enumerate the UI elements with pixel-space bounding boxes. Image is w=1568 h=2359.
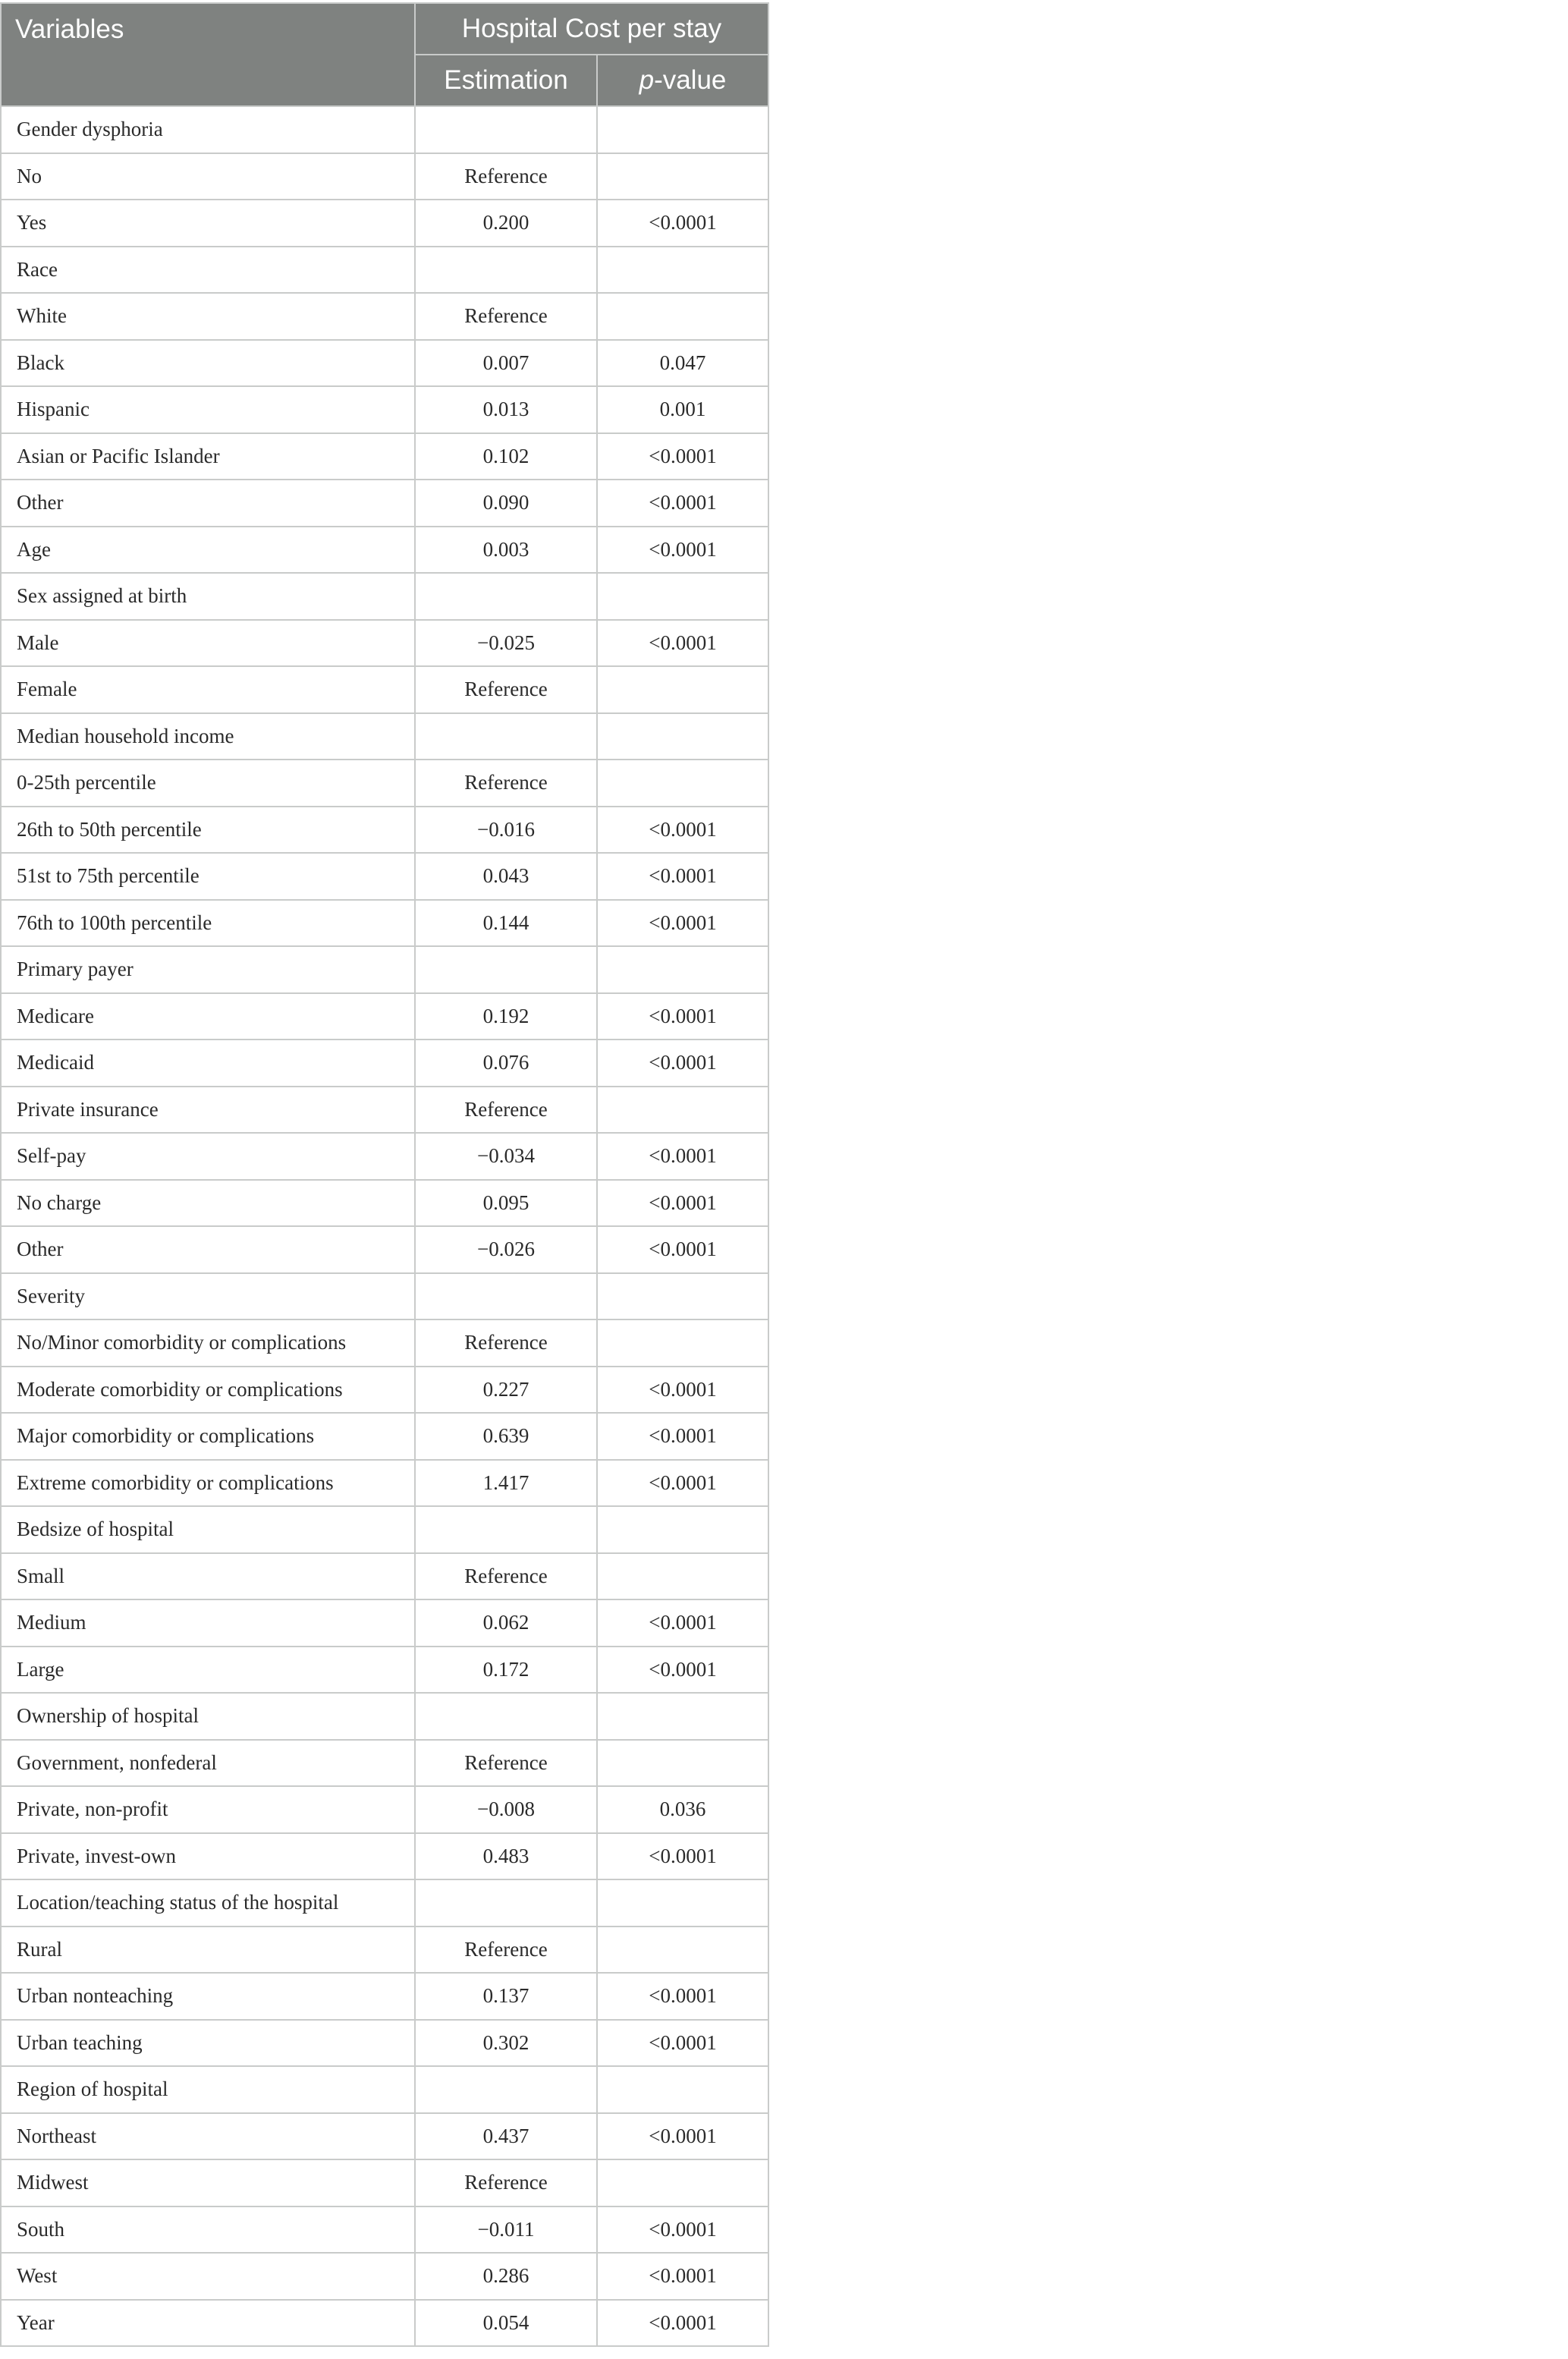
estimation-cell: −0.025 (415, 620, 597, 667)
pvalue-cell (597, 293, 768, 340)
table-row (1, 1553, 768, 1600)
variable-cell: Extreme comorbidity or complications (1, 1460, 415, 1507)
estimation-cell: Reference (415, 1087, 597, 1134)
pvalue-cell: <0.0001 (597, 200, 768, 247)
variable-cell: Large (1, 1647, 415, 1694)
variable-cell: Government, nonfederal (1, 1740, 415, 1787)
estimation-cell: 0.102 (415, 433, 597, 480)
variable-cell: Median household income (1, 713, 415, 760)
pvalue-cell (597, 1879, 768, 1927)
estimation-cell: 0.095 (415, 1180, 597, 1227)
pvalue-cell (597, 1927, 768, 1974)
table-row (1, 2020, 768, 2067)
table-row (1, 666, 768, 713)
variable-cell: Urban teaching (1, 2020, 415, 2067)
estimation-cell: 0.172 (415, 1647, 597, 1694)
pvalue-cell: 0.001 (597, 386, 768, 433)
estimation-cell: Reference (415, 293, 597, 340)
table-row (1, 573, 768, 620)
variable-cell: Gender dysphoria (1, 106, 415, 153)
variable-cell: Self-pay (1, 1133, 415, 1180)
estimation-cell: Reference (415, 153, 597, 200)
variable-cell: Medium (1, 1599, 415, 1647)
table-row (1, 2113, 768, 2160)
pvalue-cell: <0.0001 (597, 2300, 768, 2347)
pvalue-cell (597, 760, 768, 807)
estimation-cell (415, 1273, 597, 1320)
table-row (1, 946, 768, 993)
pvalue-cell (597, 573, 768, 620)
table-row (1, 527, 768, 574)
regression-table-container (0, 2, 768, 2347)
estimation-cell: 0.076 (415, 1040, 597, 1087)
table-row (1, 1226, 768, 1273)
estimation-cell: Reference (415, 1553, 597, 1600)
variable-cell: Private insurance (1, 1087, 415, 1134)
table-row (1, 1319, 768, 1367)
variable-cell: Moderate comorbidity or complications (1, 1367, 415, 1414)
variable-cell: Private, invest-own (1, 1833, 415, 1880)
variable-cell: Severity (1, 1273, 415, 1320)
estimation-cell: 0.286 (415, 2253, 597, 2300)
variable-cell: Medicare (1, 993, 415, 1040)
variable-cell: Bedsize of hospital (1, 1506, 415, 1553)
variable-cell: White (1, 293, 415, 340)
hospital-cost-table (0, 2, 769, 2347)
pvalue-cell: <0.0001 (597, 1367, 768, 1414)
table-row (1, 106, 768, 153)
table-row (1, 2206, 768, 2254)
variable-cell: Yes (1, 200, 415, 247)
pvalue-header (597, 55, 768, 106)
estimation-cell: 0.192 (415, 993, 597, 1040)
variable-cell: Rural (1, 1927, 415, 1974)
table-row (1, 713, 768, 760)
variable-cell: Northeast (1, 2113, 415, 2160)
variable-cell: Region of hospital (1, 2066, 415, 2113)
pvalue-cell: <0.0001 (597, 1460, 768, 1507)
variable-cell: Year (1, 2300, 415, 2347)
estimation-cell: 0.639 (415, 1413, 597, 1460)
pvalue-cell: <0.0001 (597, 1180, 768, 1227)
variable-cell: Sex assigned at birth (1, 573, 415, 620)
estimation-cell: Reference (415, 2159, 597, 2206)
estimation-cell (415, 1693, 597, 1740)
pvalue-cell: 0.036 (597, 1786, 768, 1833)
table-row (1, 1693, 768, 1740)
table-row (1, 760, 768, 807)
variable-cell: Asian or Pacific Islander (1, 433, 415, 480)
table-row (1, 900, 768, 947)
variable-cell: Male (1, 620, 415, 667)
table-row (1, 620, 768, 667)
table-row (1, 1413, 768, 1460)
estimation-cell: 0.137 (415, 1973, 597, 2020)
estimation-cell: Reference (415, 666, 597, 713)
pvalue-cell: <0.0001 (597, 620, 768, 667)
estimation-cell: 0.227 (415, 1367, 597, 1414)
table-row (1, 2066, 768, 2113)
estimation-cell (415, 946, 597, 993)
pvalue-cell (597, 1319, 768, 1367)
hospital-cost-header: Hospital Cost per stay (415, 3, 768, 55)
table-row (1, 1786, 768, 1833)
estimation-cell: 0.090 (415, 480, 597, 527)
variables-header: Variables (1, 3, 415, 106)
variable-cell: 26th to 50th percentile (1, 807, 415, 854)
estimation-cell: 0.302 (415, 2020, 597, 2067)
variable-cell: Medicaid (1, 1040, 415, 1087)
pvalue-cell: <0.0001 (597, 2020, 768, 2067)
variable-cell: Race (1, 247, 415, 294)
pvalue-cell: <0.0001 (597, 1133, 768, 1180)
table-row (1, 1927, 768, 1974)
header-row-top (1, 3, 768, 55)
pvalue-cell: <0.0001 (597, 1599, 768, 1647)
pvalue-cell: <0.0001 (597, 433, 768, 480)
pvalue-cell: <0.0001 (597, 1833, 768, 1880)
estimation-cell: −0.034 (415, 1133, 597, 1180)
estimation-cell: 0.003 (415, 527, 597, 574)
pvalue-header-suffix: -value (654, 65, 727, 95)
pvalue-cell: <0.0001 (597, 527, 768, 574)
pvalue-cell: <0.0001 (597, 1647, 768, 1694)
pvalue-cell: <0.0001 (597, 900, 768, 947)
estimation-cell: 0.437 (415, 2113, 597, 2160)
table-row (1, 1879, 768, 1927)
pvalue-cell: <0.0001 (597, 1973, 768, 2020)
table-row (1, 1180, 768, 1227)
table-row (1, 807, 768, 854)
estimation-cell: 0.200 (415, 200, 597, 247)
pvalue-cell: <0.0001 (597, 1413, 768, 1460)
pvalue-cell: <0.0001 (597, 1226, 768, 1273)
variable-cell: 0-25th percentile (1, 760, 415, 807)
pvalue-cell: <0.0001 (597, 993, 768, 1040)
table-row (1, 1833, 768, 1880)
variable-cell: Midwest (1, 2159, 415, 2206)
pvalue-cell: <0.0001 (597, 2113, 768, 2160)
table-row (1, 2300, 768, 2347)
table-row (1, 1973, 768, 2020)
estimation-cell: 0.054 (415, 2300, 597, 2347)
table-header (1, 3, 768, 106)
table-row (1, 153, 768, 200)
pvalue-cell (597, 1553, 768, 1600)
variable-cell: Primary payer (1, 946, 415, 993)
estimation-cell: 0.007 (415, 340, 597, 387)
variable-cell: Black (1, 340, 415, 387)
estimation-cell (415, 106, 597, 153)
estimation-cell (415, 247, 597, 294)
table-row (1, 2253, 768, 2300)
estimation-cell: Reference (415, 1319, 597, 1367)
estimation-cell: −0.026 (415, 1226, 597, 1273)
estimation-cell: −0.016 (415, 807, 597, 854)
table-row (1, 293, 768, 340)
pvalue-cell (597, 1693, 768, 1740)
variable-cell: No charge (1, 1180, 415, 1227)
variable-cell: Hispanic (1, 386, 415, 433)
table-row (1, 1040, 768, 1087)
pvalue-cell (597, 247, 768, 294)
pvalue-cell: 0.047 (597, 340, 768, 387)
table-row (1, 1087, 768, 1134)
pvalue-cell (597, 153, 768, 200)
estimation-cell: −0.011 (415, 2206, 597, 2254)
pvalue-cell (597, 2159, 768, 2206)
table-body (1, 106, 768, 2346)
variable-cell: No/Minor comorbidity or complications (1, 1319, 415, 1367)
variable-cell: Female (1, 666, 415, 713)
table-row (1, 1273, 768, 1320)
estimation-cell: −0.008 (415, 1786, 597, 1833)
variable-cell: No (1, 153, 415, 200)
estimation-cell: 0.013 (415, 386, 597, 433)
variable-cell: Urban nonteaching (1, 1973, 415, 2020)
pvalue-cell: <0.0001 (597, 1040, 768, 1087)
variable-cell: 76th to 100th percentile (1, 900, 415, 947)
table-row (1, 2159, 768, 2206)
estimation-cell (415, 1506, 597, 1553)
estimation-cell: 0.144 (415, 900, 597, 947)
pvalue-cell (597, 946, 768, 993)
estimation-cell: 0.043 (415, 853, 597, 900)
estimation-cell (415, 573, 597, 620)
pvalue-cell (597, 1087, 768, 1134)
pvalue-cell (597, 2066, 768, 2113)
variable-cell: Other (1, 480, 415, 527)
variable-cell: West (1, 2253, 415, 2300)
pvalue-cell: <0.0001 (597, 807, 768, 854)
estimation-cell: 0.062 (415, 1599, 597, 1647)
pvalue-cell (597, 1506, 768, 1553)
estimation-cell: Reference (415, 1740, 597, 1787)
table-row (1, 433, 768, 480)
pvalue-cell: <0.0001 (597, 853, 768, 900)
table-row (1, 200, 768, 247)
variable-cell: Ownership of hospital (1, 1693, 415, 1740)
estimation-cell: 1.417 (415, 1460, 597, 1507)
table-row (1, 386, 768, 433)
variable-cell: Small (1, 1553, 415, 1600)
table-row (1, 1647, 768, 1694)
variable-cell: South (1, 2206, 415, 2254)
estimation-cell: Reference (415, 1927, 597, 1974)
table-row (1, 1367, 768, 1414)
pvalue-cell (597, 106, 768, 153)
pvalue-header-p: p (639, 65, 655, 95)
table-row (1, 480, 768, 527)
estimation-header: Estimation (415, 55, 597, 106)
variable-cell: 51st to 75th percentile (1, 853, 415, 900)
table-row (1, 1133, 768, 1180)
table-row (1, 853, 768, 900)
pvalue-cell (597, 713, 768, 760)
table-row (1, 1740, 768, 1787)
variable-cell: Major comorbidity or complications (1, 1413, 415, 1460)
variable-cell: Private, non-profit (1, 1786, 415, 1833)
table-row (1, 340, 768, 387)
variable-cell: Other (1, 1226, 415, 1273)
estimation-cell: 0.483 (415, 1833, 597, 1880)
variable-cell: Age (1, 527, 415, 574)
pvalue-cell (597, 1740, 768, 1787)
table-row (1, 1506, 768, 1553)
estimation-cell (415, 2066, 597, 2113)
estimation-cell (415, 1879, 597, 1927)
pvalue-cell (597, 1273, 768, 1320)
table-row (1, 247, 768, 294)
variable-cell: Location/teaching status of the hospital (1, 1879, 415, 1927)
estimation-cell: Reference (415, 760, 597, 807)
estimation-cell (415, 713, 597, 760)
pvalue-cell: <0.0001 (597, 480, 768, 527)
pvalue-cell (597, 666, 768, 713)
table-row (1, 1599, 768, 1647)
pvalue-cell: <0.0001 (597, 2253, 768, 2300)
table-row (1, 993, 768, 1040)
table-row (1, 1460, 768, 1507)
pvalue-cell: <0.0001 (597, 2206, 768, 2254)
